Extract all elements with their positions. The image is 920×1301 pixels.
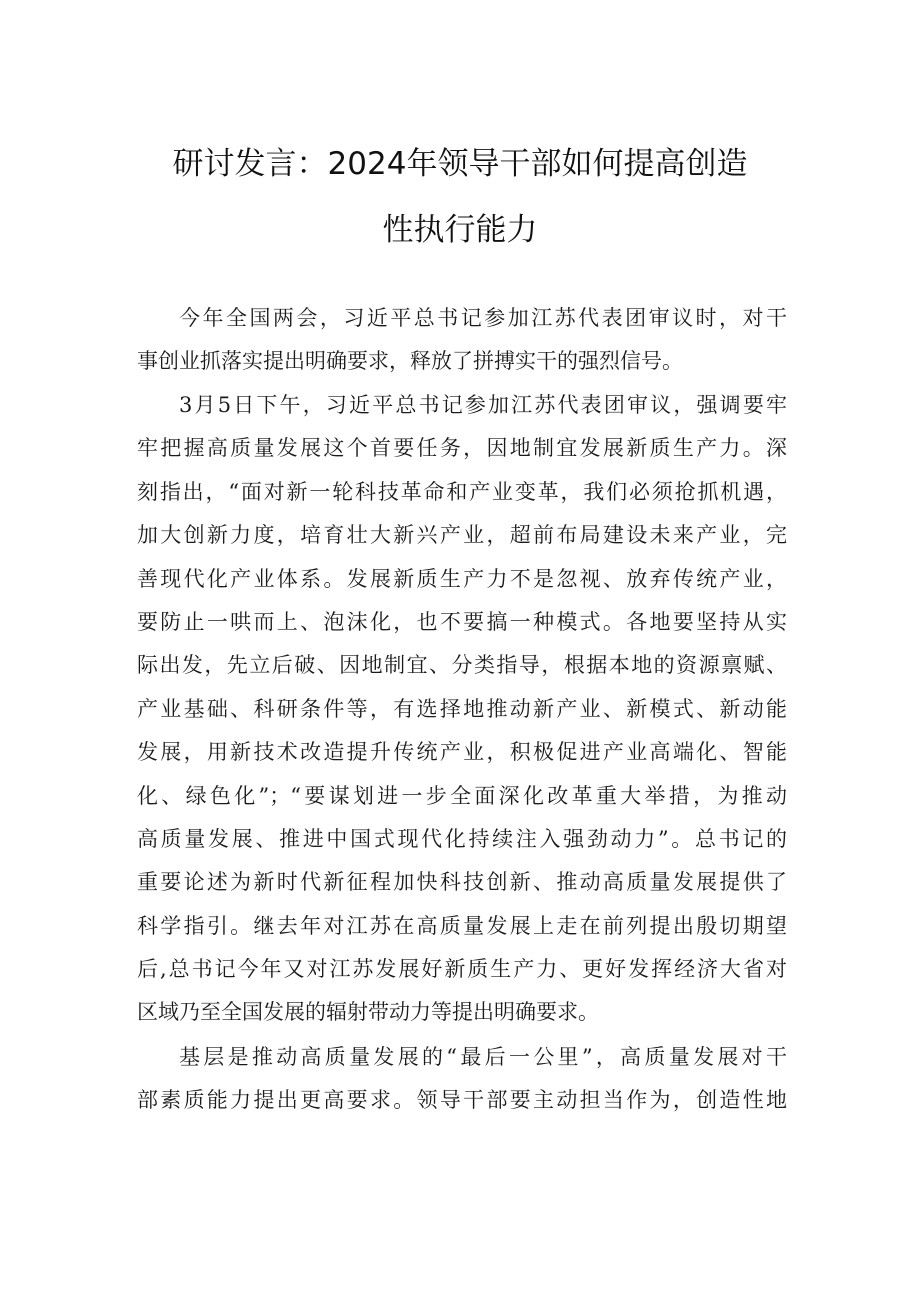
paragraph-line: 今年全国两会，习近平总书记参加江苏代表团审议时，对干 [179,306,787,330]
paragraph-line: 基层是推动高质量发展的“最后一公里”，高质量发展对干 [179,1045,787,1069]
paragraph-line: 区域乃至全国发展的辐射带动力等提出明确要求。 [137,1000,599,1025]
paragraph-line: 后,总书记今年又对江苏发展好新质生产力、更好发挥经济大省对 [137,957,787,982]
paragraph-line: 刻指出，“面对新一轮科技革命和产业变革，我们必须抢抓机遇， [137,479,787,504]
paragraph-line: 3月5日下午，习近平总书记参加江苏代表团审议，强调要牢 [179,393,787,417]
paragraph-line: 高质量发展、推进中国式现代化持续注入强劲动力”。总书记的 [137,826,787,851]
paragraph-line: 重要论述为新时代新征程加快科技创新、推动高质量发展提供了 [137,870,787,895]
paragraph-line: 部素质能力提出更高要求。领导干部要主动担当作为，创造性地 [137,1088,787,1113]
paragraph-line: 化、绿色化”；“要谋划进一步全面深化改革重大举措，为推动 [137,783,787,808]
document-title-line-2: 性执行能力 [382,212,538,248]
paragraph-3 [137,1036,787,1123]
paragraph-line: 牢把握高质量发展这个首要任务，因地制宜发展新质生产力。深 [137,436,787,461]
paragraph-line: 发展，用新技术改造提升传统产业，积极促进产业高端化、智能 [137,740,787,765]
paragraph-2 [137,384,787,1035]
paragraph-line: 科学指引。继去年对江苏在高质量发展上走在前列提出殷切期望 [137,913,787,938]
document-title-line-1: 研讨发言：2024年领导干部如何提高创造 [172,146,748,182]
paragraph-line: 事创业抓落实提出明确要求，释放了拼搏实干的强烈信号。 [137,349,683,374]
paragraph-line: 要防止一哄而上、泡沫化，也不要搞一种模式。各地要坚持从实 [137,609,787,634]
paragraph-line: 善现代化产业体系。发展新质生产力不是忽视、放弃传统产业， [137,566,787,591]
paragraph-line: 际出发，先立后破、因地制宜、分类指导，根据本地的资源禀赋、 [137,653,787,678]
paragraph-line: 产业基础、科研条件等，有选择地推动新产业、新模式、新动能 [137,696,787,721]
paragraph-1 [137,297,787,384]
paragraph-line: 加大创新力度，培育壮大新兴产业，超前布局建设未来产业，完 [137,523,787,548]
